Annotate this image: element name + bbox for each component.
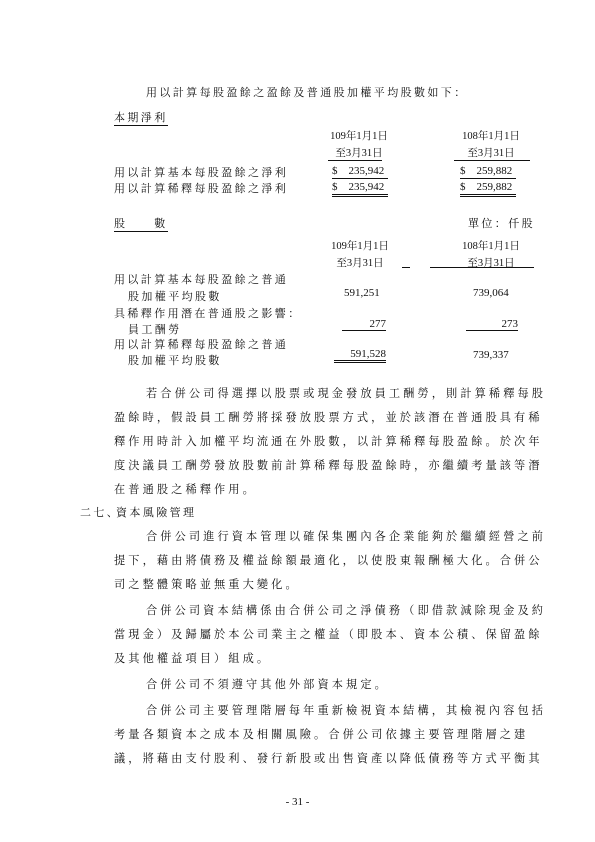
net-income-row-label: 用以計算基本每股盈餘之淨利 (114, 166, 289, 179)
net-income-row-prior: $ 259,882 (460, 178, 516, 197)
shares-row-cur: 591,528 (334, 348, 386, 363)
net-income-row-cur: $ 235,942 (332, 178, 388, 197)
body-paragraph: 度決議員工酬勞發放股數前計算稀釋每股盈餘時，亦繼續考量該等潛 (114, 459, 543, 472)
net-income-row-label: 用以計算稀釋每股盈餘之淨利 (114, 182, 289, 195)
shares-heading: 股 數 (114, 217, 168, 230)
shares-row-prior: 739,064 (473, 287, 509, 299)
net-income-period-current: 109年1月1日 至3月31日 (330, 131, 388, 159)
body-paragraph: 在普通股之稀釋作用。 (114, 483, 257, 496)
body-paragraph: 合併公司不須遵守其他外部資本規定。 (146, 678, 389, 691)
net-income-row-cur: $ 235,942 (332, 162, 388, 179)
body-paragraph: 合併公司主要管理階層每年重新檢視資本結構，其檢視內容包括 (146, 704, 547, 717)
shares-row-label: 員工酬勞 (128, 323, 182, 336)
net-income-period-prior: 108年1月1日 至3月31日 (462, 131, 520, 159)
shares-row-prior: 739,337 (473, 349, 509, 361)
body-paragraph: 及其他權益項目）組成。 (114, 652, 272, 665)
body-paragraph: 若合併公司得選擇以股票或現金發放員工酬勞，則計算稀釋每股 (146, 387, 547, 400)
shares-row-label: 股加權平均股數 (128, 290, 222, 303)
section-number: 二七、 (80, 506, 121, 519)
column-underline (402, 267, 410, 268)
shares-row-prior: 273 (466, 318, 518, 331)
net-income-heading: 本期淨利 (114, 111, 168, 124)
body-paragraph: 考量各類資本之成本及相關風險。合併公司依據主要管理階層之建 (114, 728, 529, 741)
shares-row-label: 用以計算稀釋每股盈餘之普通 (114, 338, 289, 351)
shares-period-prior: 108年1月1日 至3月31日 (462, 241, 520, 269)
column-underline (430, 267, 534, 268)
shares-row-label: 具稀釋作用潛在普通股之影響： (114, 307, 302, 320)
body-paragraph: 司之整體策略並無重大變化。 (114, 578, 300, 591)
shares-row-label: 用以計算基本每股盈餘之普通 (114, 273, 289, 286)
body-paragraph: 盈餘時，假設員工酬勞將採發放股票方式，並於該潛在普通股具有稀 (114, 411, 543, 424)
body-paragraph: 當現金）及歸屬於本公司業主之權益（即股本、資本公積、保留盈餘 (114, 628, 543, 641)
intro-text: 用以計算每股盈餘之盈餘及普通股加權平均股數如下： (146, 86, 468, 99)
body-paragraph: 議，將藉由支付股利、發行新股或出售資產以降低債務等方式平衡其 (114, 752, 543, 765)
section-title: 資本風險管理 (116, 506, 197, 519)
page-number: - 31 - (285, 796, 310, 808)
shares-unit: 單位：仟股 (468, 217, 535, 230)
net-income-row-prior: $ 259,882 (460, 162, 516, 179)
body-paragraph: 釋作用時計入加權平均流通在外股數，以計算稀釋每股盈餘。於次年 (114, 435, 543, 448)
shares-period-current: 109年1月1日 至3月31日 (331, 241, 389, 269)
body-paragraph: 合併公司資本結構係由合併公司之淨債務（即借款減除現金及約 (146, 604, 547, 617)
column-underline (328, 160, 382, 161)
shares-row-cur: 277 (342, 318, 386, 331)
body-paragraph: 合併公司進行資本管理以確保集團內各企業能夠於繼續經營之前 (146, 530, 547, 543)
shares-row-label: 股加權平均股數 (128, 354, 222, 367)
shares-row-cur: 591,251 (344, 287, 380, 299)
column-underline (454, 160, 530, 161)
body-paragraph: 提下，藉由將債務及權益餘額最適化，以使股東報酬極大化。合併公 (114, 554, 543, 567)
